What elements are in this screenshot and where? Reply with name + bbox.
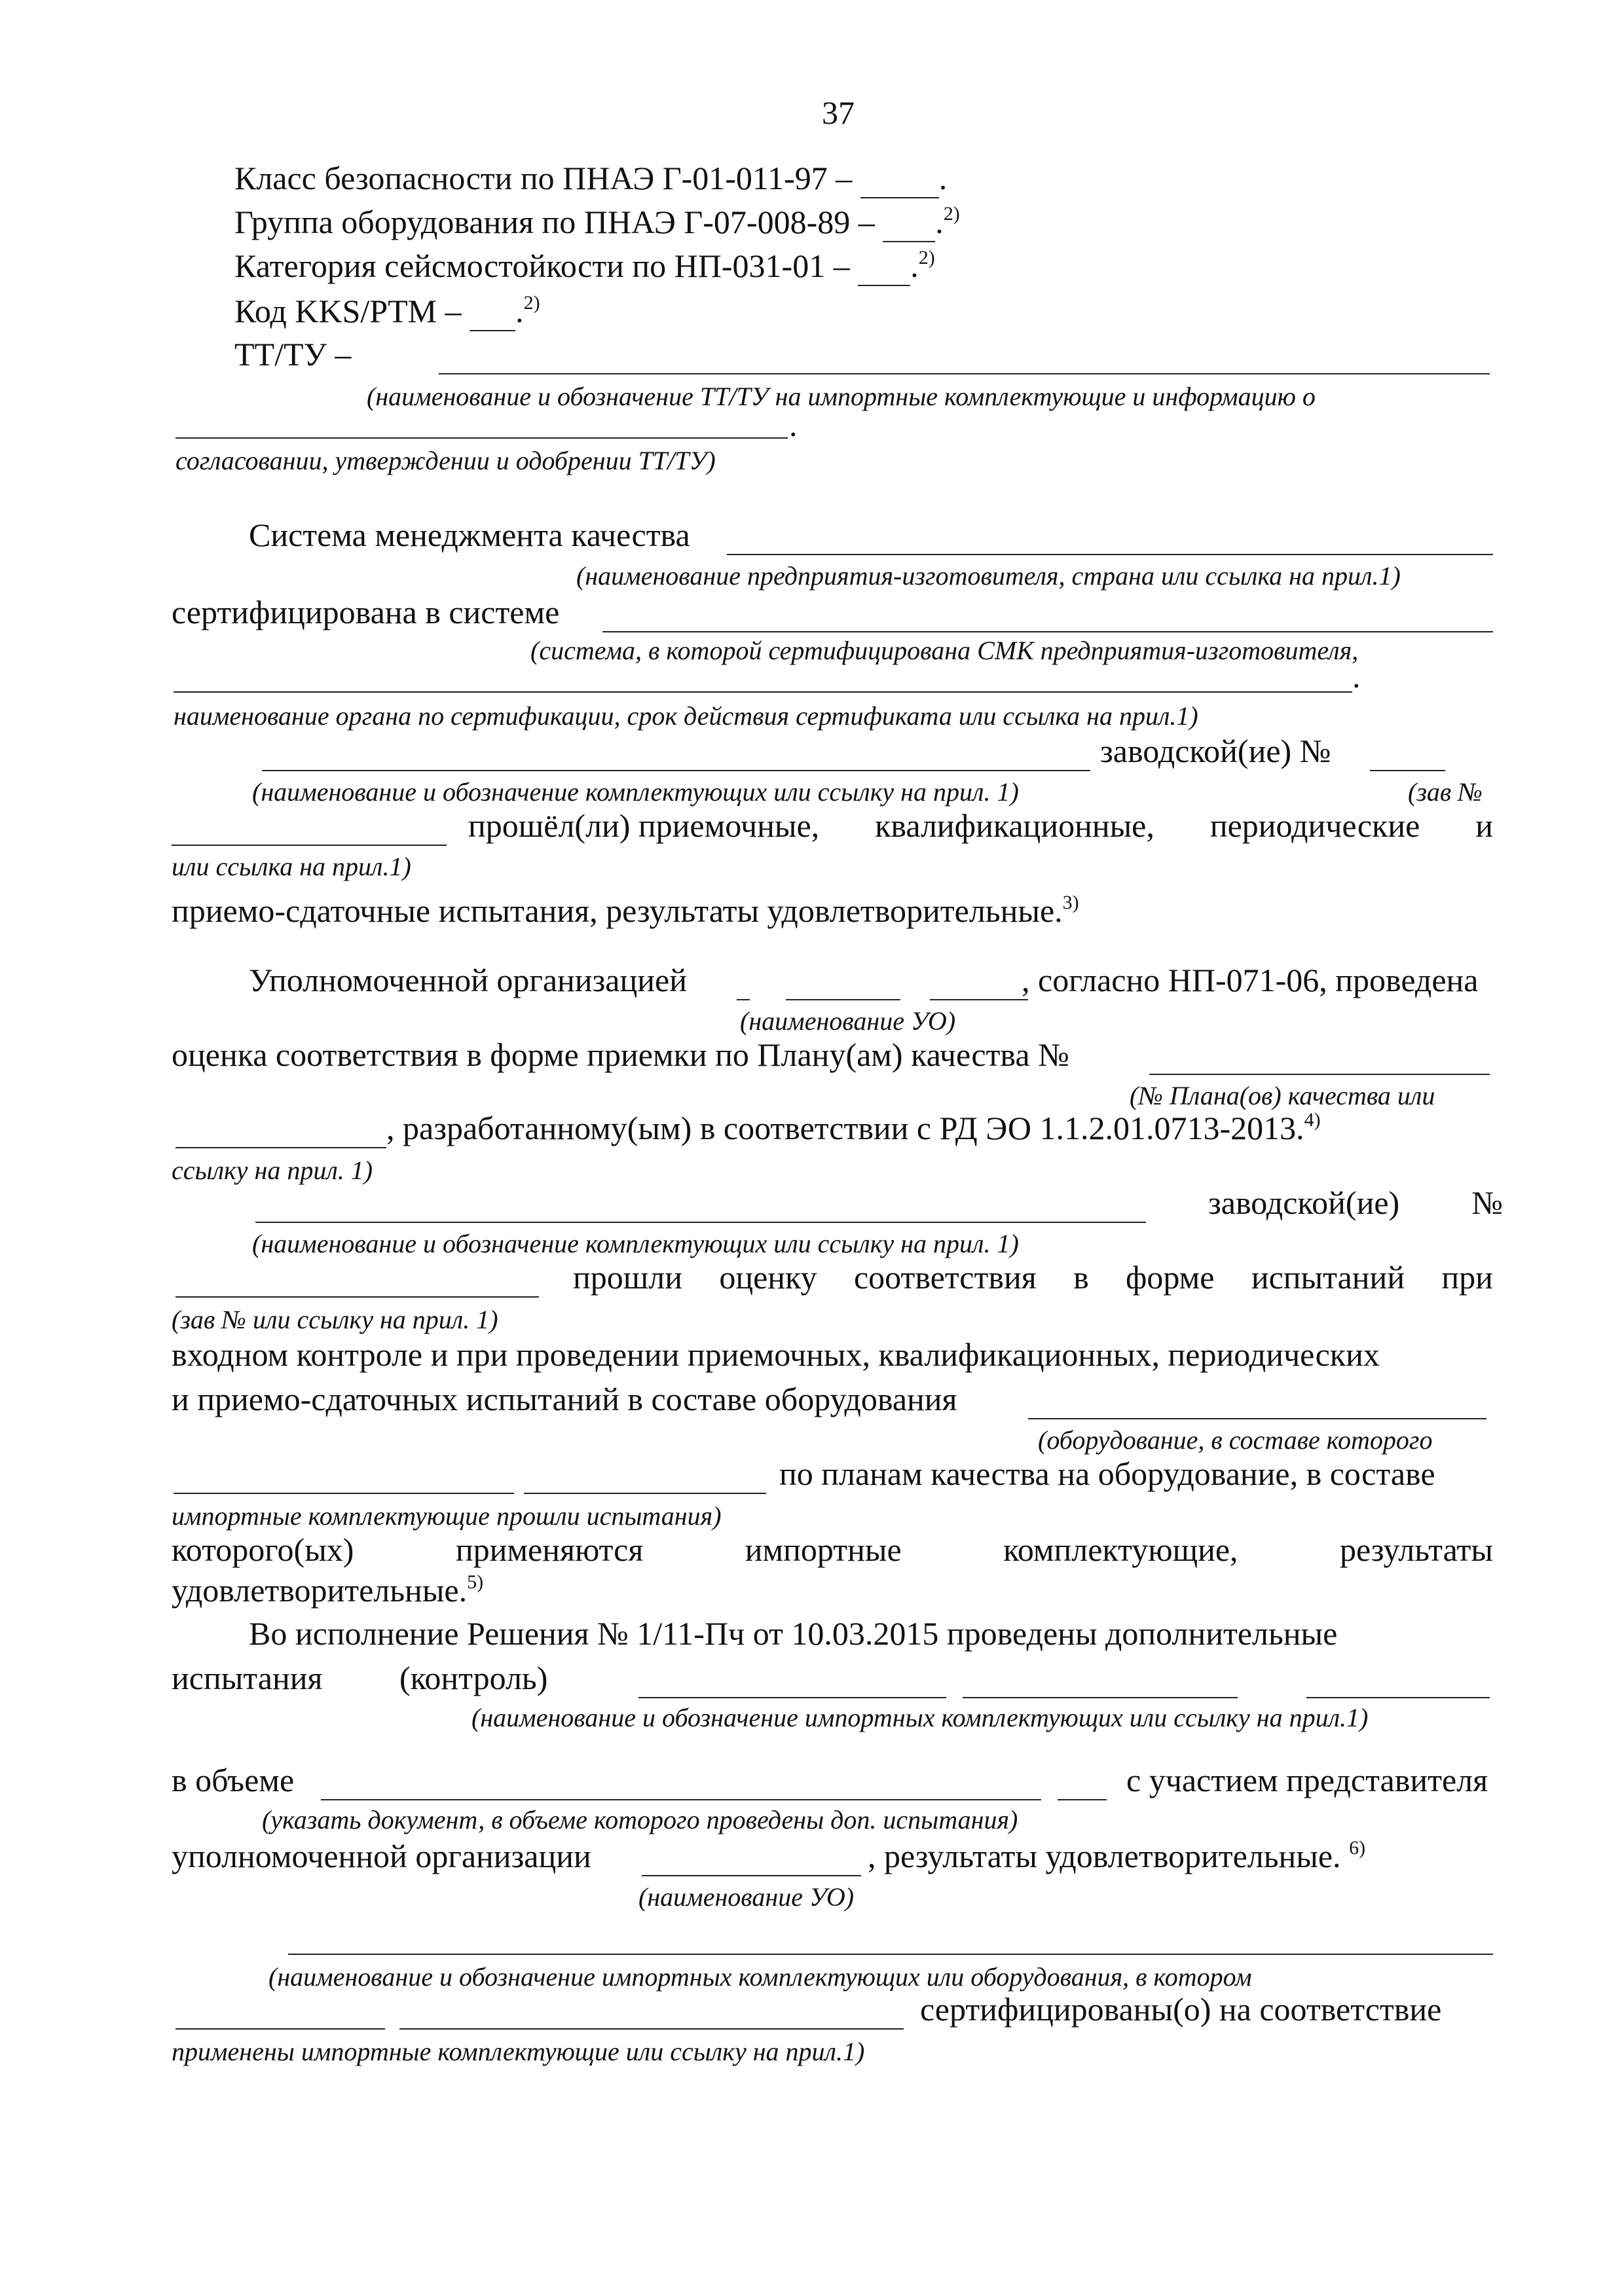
qms-note-5: или ссылка на прил.1)	[172, 852, 411, 881]
cert-note-1: (наименование и обозначение импортных комплектующих или оборудования, в котором	[268, 1962, 1252, 1992]
tests-line	[468, 807, 1493, 845]
auth-org-label: уполномоченной организации	[172, 1838, 591, 1874]
link-note: ссылку на прил. 1)	[172, 1156, 373, 1185]
word: форме	[1126, 1259, 1215, 1296]
word: которого(ых)	[172, 1531, 354, 1568]
word: прошли	[573, 1259, 682, 1296]
footnote-ref-2: 2)	[943, 203, 960, 225]
plan-continuation-blank	[175, 1147, 386, 1148]
developed-line	[386, 1109, 1321, 1147]
scope-label: в объеме	[172, 1762, 295, 1798]
word: при	[1441, 1259, 1493, 1296]
input-control-line: входном контроле и при проведении приемочных, квалификационных, периодических	[172, 1336, 1380, 1373]
tt-tu-label: ТТ/ТУ –	[234, 336, 352, 373]
result-text: , результаты удовлетворительные.	[868, 1838, 1341, 1874]
word: испытаний	[1251, 1259, 1405, 1296]
word: заводской(ие)	[1208, 1184, 1400, 1221]
equipment-group-line: Группа оборудования по ПНАЭ Г-07-008-89 – .$^{2)}$	[234, 203, 960, 242]
qms-note-1: (наименование предприятия-изготовителя, страна или ссылка на прил.1)	[576, 561, 1401, 591]
cert-body-blank	[174, 691, 1352, 693]
word: комплектующие,	[1003, 1531, 1238, 1568]
which-line	[172, 1531, 1493, 1569]
word: импортные	[745, 1531, 902, 1568]
footnote-ref-2: 2)	[523, 292, 540, 314]
footnote-ref-2: 2)	[918, 247, 935, 268]
uo-blank-b	[786, 999, 900, 1000]
cert-blank	[288, 1954, 1493, 1955]
with-representative: с участием представителя	[1126, 1762, 1488, 1798]
word: результаты	[1339, 1531, 1493, 1568]
serial-blank	[1370, 770, 1445, 771]
tt-tu-continuation-blank	[175, 437, 788, 439]
developed-text: , разработанному(ым) в соответствии с РД ЭО 1.1.2.01.0713-2013.	[386, 1110, 1304, 1146]
uo-blank-a	[737, 999, 750, 1000]
decision-blank-a	[638, 1697, 946, 1698]
certified-line: сертифицированы(о) на соответствие	[920, 1991, 1442, 2028]
uo-line-end: , согласно НП-071-06, проведена	[1022, 962, 1479, 998]
components-blank-2	[255, 1222, 1146, 1223]
qms-line: Система менеджмента качества	[249, 517, 690, 553]
uo-note: (наименование УО)	[740, 1006, 956, 1036]
acceptance-equipment-line: и приемо-сдаточных испытаний в составе оборудования	[172, 1381, 957, 1417]
qms-note-4b: (зав №	[1408, 777, 1483, 807]
qms-note-3: наименование органа по сертификации, срок действия сертификата или ссылка на прил.1)	[174, 701, 1198, 731]
uo-blank-c	[930, 999, 1028, 1000]
components-blank	[262, 770, 1090, 771]
footnote-ref-5: 5)	[467, 1571, 484, 1593]
equipment-continuation-blank-a	[174, 1493, 514, 1494]
safety-class-label: Класс безопасности по ПНАЭ Г-01-011-97 –	[234, 160, 853, 196]
cert-continuation-blank-a	[175, 2028, 385, 2030]
plan-note: (№ Плана(ов) качества или	[1130, 1081, 1435, 1110]
kks-code-line: Код KKS/PTM – .$^{2)}$	[234, 292, 540, 331]
cert-continuation-blank-b	[399, 2028, 904, 2030]
decision-line: Во исполнение Решения № 1/11-Пч от 10.03.2015 проведены дополнительные	[249, 1615, 1338, 1652]
tests-word: испытания	[172, 1660, 323, 1696]
scope-blank-a	[321, 1799, 1041, 1800]
imported-note: импортные комплектующие прошли испытания)	[172, 1501, 722, 1531]
word: и	[1475, 807, 1493, 844]
acceptance-tests-text: приемо-сдаточные испытания, результаты удовлетворительные.	[172, 892, 1063, 929]
scope-blank-b	[1058, 1799, 1107, 1800]
equipment-blank	[1028, 1418, 1486, 1419]
serial-label: заводской(ие) №	[1100, 733, 1331, 769]
cert-note-2: применены импортные комплектующие или ссылку на прил.1)	[172, 2037, 865, 2066]
satisfactory-line	[172, 1571, 483, 1609]
plan-line: оценка соответствия в форме приемки по Плану(ам) качества №	[172, 1036, 1069, 1073]
word: №	[1471, 1184, 1503, 1221]
acceptance-tests-line	[172, 892, 1079, 930]
serial-line-2	[1208, 1184, 1503, 1222]
satisfactory-text: удовлетворительные.	[172, 1572, 468, 1609]
tt-tu-note-1: (наименование и обозначение ТТ/ТУ на импортные комплектующие и информацию о	[367, 382, 1316, 411]
uo-label: Уполномоченной организацией	[249, 962, 687, 998]
zav-note: (зав № или ссылку на прил. 1)	[172, 1305, 498, 1334]
certified-in-blank	[602, 631, 1493, 632]
tt-tu-blank	[439, 373, 1490, 374]
footnote-ref-3: 3)	[1062, 892, 1079, 913]
result-line	[868, 1837, 1365, 1875]
qms-note-2: (система, в которой сертифицирована СМК предприятия-изготовителя,	[530, 636, 1359, 665]
seismic-category-line: Категория сейсмостойкости по НП-031-01 – .$^{2)}$	[234, 247, 935, 286]
decision-note-1: (наименование и обозначение импортных комплектующих или ссылку на прил.1)	[471, 1703, 1369, 1732]
equipment-note: (оборудование, в составе которого	[1038, 1425, 1433, 1455]
period-mark: .	[789, 407, 798, 443]
decision-blank-b	[963, 1697, 1238, 1698]
certified-in-line: сертифицирована в системе	[172, 594, 560, 630]
equipment-group-blank	[883, 203, 935, 242]
qms-note-4: (наименование и обозначение комплектующих или ссылку на прил. 1)	[252, 777, 1019, 807]
word: применяются	[455, 1531, 644, 1568]
word: в	[1073, 1259, 1089, 1296]
word: периодические	[1209, 807, 1420, 844]
word: квалификационные,	[875, 807, 1154, 844]
components-note-2: (наименование и обозначение комплектующих или ссылку на прил. 1)	[252, 1229, 1019, 1258]
footnote-ref-4: 4)	[1304, 1109, 1321, 1131]
serial-continuation-blank	[172, 845, 447, 846]
seismic-category-label: Категория сейсмостойкости по НП-031-01 –	[234, 247, 850, 284]
tt-tu-note-2: согласовании, утверждении и одобрении ТТ/ТУ)	[175, 446, 716, 475]
decision-note-2: (указать документ, в объеме которого проведены доп. испытания)	[262, 1805, 1018, 1834]
serial-continuation-blank-2	[175, 1296, 539, 1298]
word: прошёл(ли) приемочные,	[468, 807, 820, 844]
equipment-group-label: Группа оборудования по ПНАЭ Г-07-008-89 –	[234, 204, 875, 240]
qms-blank	[727, 554, 1493, 555]
plan-blank	[1149, 1074, 1490, 1075]
safety-class-line: Класс безопасности по ПНАЭ Г-01-011-97 – .	[234, 159, 947, 198]
equipment-continuation-blank-b	[524, 1493, 766, 1494]
kks-code-label: Код KKS/PTM –	[234, 293, 462, 329]
word: оценку	[719, 1259, 817, 1296]
safety-class-blank	[860, 159, 939, 198]
seismic-category-blank	[858, 247, 910, 286]
plans-line: по планам качества на оборудование, в составе	[779, 1455, 1435, 1492]
decision-note-3: (наименование УО)	[638, 1882, 855, 1912]
passed-line	[573, 1258, 1493, 1296]
word: соответствия	[853, 1259, 1037, 1296]
control-word: (контроль)	[399, 1660, 548, 1696]
period-mark: .	[1352, 658, 1361, 695]
page-number: 37	[822, 94, 855, 131]
footnote-ref-6: 6)	[1349, 1837, 1366, 1859]
kks-code-blank	[470, 292, 515, 331]
auth-org-blank	[642, 1875, 861, 1876]
decision-blank-c	[1306, 1697, 1490, 1698]
